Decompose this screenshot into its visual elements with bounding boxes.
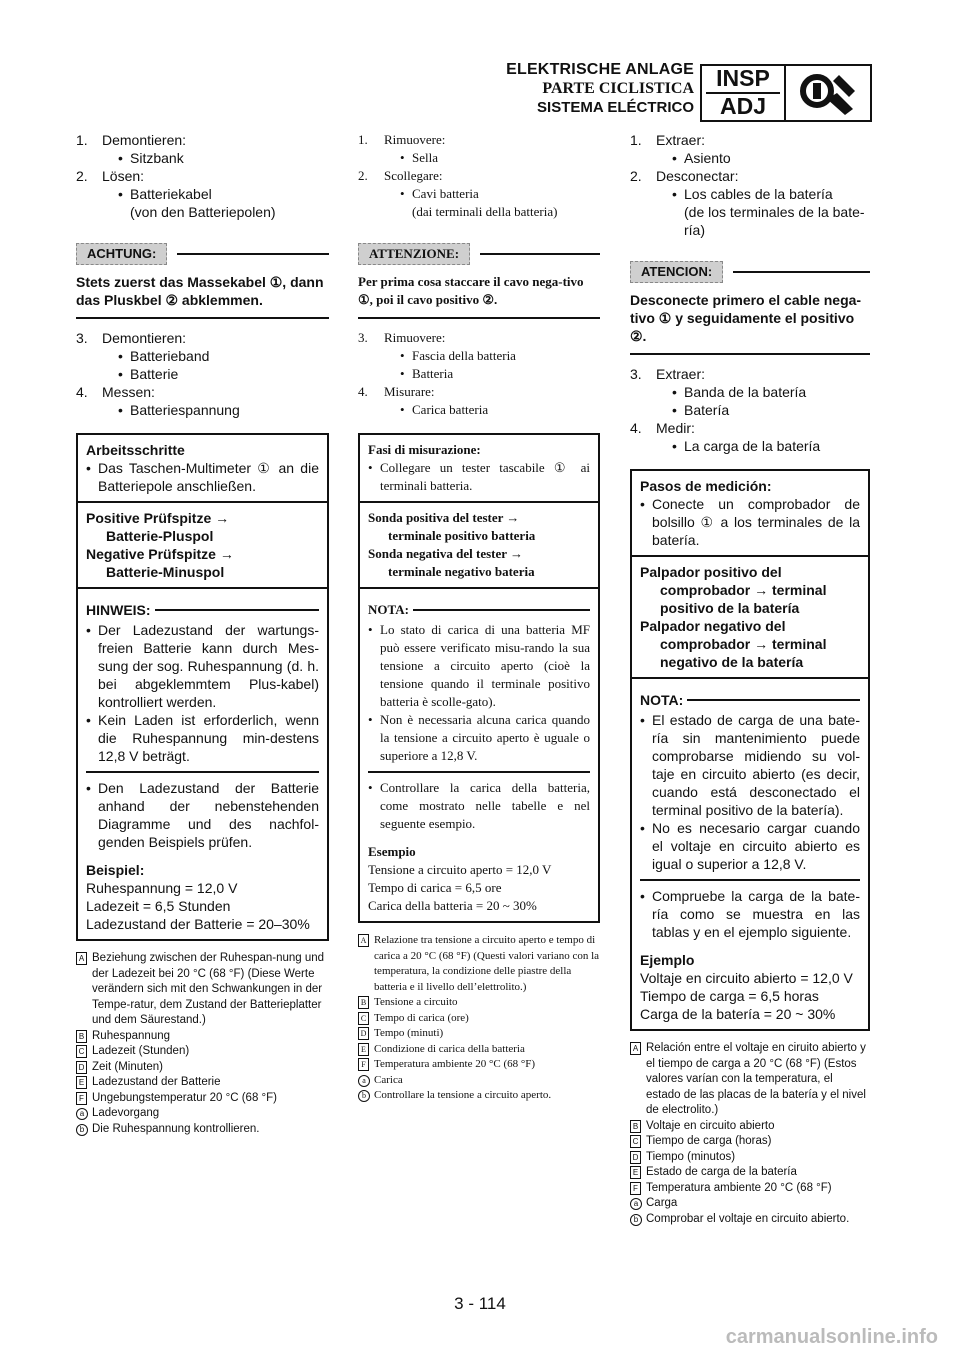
step-3: Extraer: (656, 366, 706, 382)
box-title: Fasi di misurazione: (368, 442, 481, 457)
insp-adj-label (702, 66, 786, 120)
caution-text: Desconecte primero el cable nega-tivo ① y seguidamente el positivo ②. (630, 291, 870, 355)
caution-header (358, 243, 600, 265)
check-text: Den Ladezustand der Batterie anhand der nebenstehenden Diagramme und des nachfol-genden Beispiels prüfen. (98, 780, 319, 850)
step-2-item: Cavi batteria (412, 186, 479, 201)
box-step: Conecte un comprobador de bolsillo ① a los terminales de la batería. (652, 496, 860, 548)
legend-c: Tiempo de carga (horas) (646, 1135, 772, 1147)
step-3-item-2: Batterie (130, 366, 179, 382)
step-4: Medir: (656, 420, 695, 436)
check-text: Controllare la carica della batteria, come mostrato nelle tabelle e nel seguente esempio. (380, 780, 590, 831)
caution-text: Per prima cosa staccare il cavo nega-tivo ①, poi il cavo positivo ②. (358, 273, 600, 319)
step-2: Lösen: (102, 168, 145, 184)
procedure-box: Pasos de medición: • Conecte un comprobador de bolsillo ① a los terminales de la batería. Palpador positivo del comprobador → terminal positivo de la batería Palpador negativo del comprobador → terminal negativo de la batería NOTA: • El estado de carga de una bate-ría sin mantenimiento puede comprobarse midiendo su vol-taje en circuito abierto (es decir, cuando está desconectado el terminal positivo de la batería). • No es necesario cargar cuando el voltaje en circuito abierto es igual o superior a 12,8 V. • Compruebe la carga de la bate-ría como se muestra en las tablas y en el ejemplo siguiente. Ejemplo Voltaje en circuito abierto = 12,0 V Tiempo de carga = 6,5 horas Carga de la batería = 20 ~ 30% (630, 469, 870, 1031)
step-3: Demontieren: (102, 330, 187, 346)
example-line-2: Tempo di carica = 6,5 ore (368, 880, 502, 895)
insp-label: INSP (716, 65, 770, 91)
title-it: PARTE CICLISTICA (542, 80, 694, 97)
procedure-box: Fasi di misurazione: • Collegare un tester tascabile ① ai terminali batteria. Sonda positiva del tester → terminale positivo batteria Sonda negativa del tester → terminale negativo bateria NOTA: • Lo stato di carica di una batteria MF può essere verificato misu-rando la sua tensione a circuito aperto (cioè la tensione quando il terminale positivo batteria è scolle-gato). • Non è necessaria alcuna carica quando la tensione a circuito aperto è uguale o superiore a 12,8 V. • Controllare la carica della batteria, come mostrato nelle tabelle e nel seguente esempio. Esempio Tensione a circuito aperto = 12,0 V Tempo di carica = 6,5 ore Carica della batteria = 20 ~ 30% (358, 433, 600, 923)
step-1-item: Sitzbank (130, 150, 184, 166)
example-title: Ejemplo (640, 952, 695, 968)
step-4: Misurare: (384, 384, 435, 399)
legend-f: Temperatura ambiente 20 °C (68 °F) (374, 1058, 536, 1070)
legend-f: Ungebungstemperatur 20 °C (68 °F) (92, 1091, 277, 1104)
probe-negative: Negative Prüfspitze → (86, 546, 234, 562)
note-tag: NOTA: (368, 602, 409, 617)
example-line-1: Tensione a circuito aperto = 12,0 V (368, 862, 552, 877)
example-line-1: Ruhespannung = 12,0 V (86, 880, 238, 896)
legend-lower-b: Die Ruhespannung kontrollieren. (92, 1122, 260, 1135)
legend-b: Tensione a circuito (374, 996, 458, 1008)
adj-label: ADJ (719, 93, 766, 119)
step-4: Messen: (102, 384, 155, 400)
watermark[interactable]: carmanualsonline.info (725, 1326, 938, 1348)
legend-a: Relación entre el voltaje en ciruito abierto y el tiempo de carga a 20 °C (68 °F) (Estos valores varían con la temperatura, el estado de las placas de la batería y el nivel de electrolito.) (646, 1042, 866, 1116)
column-italian: 1. Rimuovere: • Sella 2. Scollegare: • Cavi batteria (dai terminali della batteria) ATTENZIONE: Per prima cosa staccare il cavo nega-tivo ①, poi il cavo positivo ②. 3. Rimuovere: • Fascia della batteria • Batteria 4. Misurare: • Carica batteria Fasi di misurazione: • Collegare un tester tascabile ① ai terminali batteria. Sonda positiva del tester → terminale positivo batteria Sonda negativa del tester → terminale negativo bateria NOTA: • Lo stato di carica di una batteria MF può essere verificato misu-rando la sua tensione a circuito aperto (cioè la tensione quando il terminale positivo batteria è scolle-gato). • Non è necessaria alcuna carica quando la tensione a circuito aperto è uguale o superiore a 12,8 V. • Controllare la carica della batteria, come mostrato nelle tabelle e nel seguente esempio. Esempio Tensione a circuito aperto = 12,0 V Tempo di carica = 6,5 ore Carica della batteria = 20 ~ 30% A Relazione tra tensione a circuito aperto e tempo di carica a 20 °C (68 °F) (Questi valori variano con la temperatura, la condizione delle piastre della batteria e il livello dell’elettrolito.) B Tensione a circuito C Tempo di carica (ore) D Tempo (minuti) E Condizione di carica della batteria F Temperatura ambiente 20 °C (68 °F) a Carica b Controllare la tensione a circuito aperto. (358, 131, 600, 1104)
title-de: ELEKTRISCHE ANLAGE (506, 61, 694, 78)
example-line-1: Voltaje en circuito abierto = 12,0 V (640, 970, 853, 986)
figure-legend: A Relazione tra tensione a circuito aperto e tempo di carica a 20 °C (68 °F) (Questi valori variano con la temperatura, la condizione delle piastre della batteria e il livello dell’elettrolito.) B Tensione a circuito C Tempo di carica (ore) D Tempo (minuti) E Condizione di carica della batteria F Temperatura ambiente 20 °C (68 °F) a Carica b Controllare la tensione a circuito aperto. (358, 933, 600, 1104)
figure-legend: A Relación entre el voltaje en ciruito abierto y el tiempo de carga a 20 °C (68 °F) (Estos valores varían con la temperatura, el estado de las placas de la batería y el nivel de electrolito.) B Voltaje en circuito abierto C Tiempo de carga (horas) D Tiempo (minutos) E Estado de carga de la batería F Temperatura ambiente 20 °C (68 °F) a Carga b Comprobar el voltaje en circuito abierto. (630, 1041, 870, 1227)
step-4-item: Batteriespannung (130, 402, 240, 418)
note-1: El estado de carga de una bate-ría sin mantenimiento puede comprobarse midiendo su vol-taje en circuito abierto (es decir, cuando está desconectado el terminal positivo de la batería). (652, 712, 860, 818)
figure-legend: A Beziehung zwischen der Ruhespan-nung und der Ladezeit bei 20 °C (68 °F) (Diese Werte verändern sich mit den Schwankungen in der Tempe-ratur, dem Zustand der Batterieplatter und dem Säurestand.) B Ruhespannung C Ladezeit (Stunden) D Zeit (Minuten) E Ladezustand der Batterie F Ungebungstemperatur 20 °C (68 °F) a Ladevorgang b Die Ruhespannung kontrollieren. (76, 951, 329, 1137)
example-line-3: Carica della batteria = 20 ~ 30% (368, 898, 537, 913)
legend-b: Ruhespannung (92, 1029, 171, 1042)
inspection-badge (700, 64, 872, 122)
caution-tag: ACHTUNG: (76, 243, 167, 265)
legend-lower-a: Ladevorgang (92, 1107, 160, 1119)
probe-positive: Sonda positiva del tester → (368, 510, 520, 525)
legend-f: Temperatura ambiente 20 °C (68 °F) (646, 1181, 832, 1194)
note-tag: NOTA: (640, 692, 684, 708)
legend-e: Condizione di carica della batteria (374, 1042, 525, 1055)
procedure-box: Arbeitsschritte • Das Taschen-Multimeter ① an die Batteriepole anschließen. Positive Prüfspitze → Batterie-Pluspol Negative Prüfspitze → Batterie-Minuspol HINWEIS: • Der Ladezustand der wartungs-freien Batterie kann durch Mes-sung der sog. Ruhespannung (d. h. bei abgeklemmtem Plus-kabel) kontrolliert werden. • Kein Laden ist erforderlich, wenn die Ruhespannung min-destens 12,8 V beträgt. • Den Ladezustand der Batterie anhand der nebenstehenden Diagramme und des nachfol-genden Beispiels prüfen. Beispiel: Ruhespannung = 12,0 V Ladezeit = 6,5 Stunden Ladezustand der Batterie = 20–30% (76, 433, 329, 941)
example-title: Beispiel: (86, 862, 145, 878)
step-1: Rimuovere: (384, 132, 446, 147)
step-2-subtext: (dai terminali della batteria) (412, 204, 558, 219)
step-2: Desconectar: (656, 168, 739, 184)
caution-text: Stets zuerst das Massekabel ①, dann das Pluskbel ② abklemmen. (76, 273, 329, 319)
step-1-item: Sella (412, 150, 438, 165)
step-4-item: Carica batteria (412, 402, 489, 417)
step-1-item: Asiento (684, 150, 731, 166)
caution-tag: ATTENZIONE: (358, 243, 470, 265)
step-2: Scollegare: (384, 168, 443, 183)
step-2-item: Batteriekabel (130, 186, 212, 202)
caution-tag: ATENCION: (630, 261, 723, 283)
probe-positive-target: Batterie-Pluspol (106, 528, 214, 544)
legend-a: Relazione tra tensione a circuito aperto e tempo di carica a 20 °C (68 °F) (Questi valori variano con la temperatura, la condizione delle piastre della batteria e il livello dell’elettrolito.) (374, 934, 600, 993)
step-3: Rimuovere: (384, 330, 446, 345)
probe-positive-target: comprobador → terminal positivo de la batería (660, 582, 827, 616)
note-tag: HINWEIS: (86, 602, 151, 618)
legend-lower-b: Comprobar el voltaje en circuito abierto. (646, 1212, 850, 1225)
page-number: 3 - 114 (454, 1294, 506, 1313)
probe-positive: Positive Prüfspitze → (86, 510, 230, 526)
column-spanish: 1. Extraer: • Asiento 2. Desconectar: • Los cables de la batería (de los terminales de la bate-ría) ATENCION: Desconecte primero el cable nega-tivo ① y seguidamente el positivo ②. 3. Extraer: • Banda de la batería • Batería 4. Medir: • La carga de la batería Pasos de medición: • Conecte un comprobador de bolsillo ① a los terminales de la batería. Palpador positivo del comprobador → terminal positivo de la batería Palpador negativo del comprobador → terminal negativo de la batería NOTA: • El estado de carga de una bate-ría sin mantenimiento puede comprobarse midiendo su vol-taje en circuito abierto (es decir, cuando está desconectado el terminal positivo de la batería). • No es necesario cargar cuando el voltaje en circuito abierto es igual o superior a 12,8 V. • Compruebe la carga de la bate-ría como se muestra en las tablas y en el ejemplo siguiente. Ejemplo Voltaje en circuito abierto = 12,0 V Tiempo de carga = 6,5 horas Carga de la batería = 20 ~ 30% A Relación entre el voltaje en ciruito abierto y el tiempo de carga a 20 °C (68 °F) (Estos valores varían con la temperatura, el estado de las placas de la batería y el nivel de electrolito.) B Voltaje en circuito abierto C Tiempo de carga (horas) D Tiempo (minutos) E Estado de carga de la batería F Temperatura ambiente 20 °C (68 °F) a Carga b Comprobar el voltaje en circuito abierto. (630, 131, 870, 1227)
column-german: 1. Demontieren: • Sitzbank 2. Lösen: • Batteriekabel (von den Batteriepolen) ACHTUNG: Stets zuerst das Massekabel ①, dann das Pluskbel ② abklemmen. 3. Demontieren: • Batterieband • Batterie 4. Messen: • Batteriespannung Arbeitsschritte • Das Taschen-Multimeter ① an die Batteriepole anschließen. Positive Prüfspitze → Batterie-Pluspol Negative Prüfspitze → Batterie-Minuspol HINWEIS: • Der Ladezustand der wartungs-freien Batterie kann durch Mes-sung der sog. Ruhespannung (d. h. bei abgeklemmtem Plus-kabel) kontrolliert werden. • Kein Laden ist erforderlich, wenn die Ruhespannung min-destens 12,8 V beträgt. • Den Ladezustand der Batterie anhand der nebenstehenden Diagramme und des nachfol-genden Beispiels prüfen. Beispiel: Ruhespannung = 12,0 V Ladezeit = 6,5 Stunden Ladezustand der Batterie = 20–30% A Beziehung zwischen der Ruhespan-nung und der Ladezeit bei 20 °C (68 °F) (Diese Werte verändern sich mit den Schwankungen in der Tempe-ratur, dem Zustand der Batterieplatter und dem Säurestand.) B Ruhespannung C Ladezeit (Stunden) D Zeit (Minuten) E Ladezustand der Batterie F Ungebungstemperatur 20 °C (68 °F) a Ladevorgang b Die Ruhespannung kontrollieren. (76, 131, 329, 1137)
note-2: No es necesario cargar cuando el voltaje en circuito abierto es igual o superior a 12,8 V. (652, 820, 860, 872)
note-2: Kein Laden ist erforderlich, wenn die Ruhespannung min-destens 12,8 V beträgt. (98, 712, 319, 764)
probe-negative: Sonda negativa del tester → (368, 546, 524, 561)
step-1: Demontieren: (102, 132, 187, 148)
legend-c: Ladezeit (Stunden) (92, 1045, 190, 1057)
probe-positive: Palpador positivo del (640, 564, 782, 580)
legend-d: Tiempo (minutos) (646, 1150, 736, 1163)
probe-negative-target: Batterie-Minuspol (106, 564, 225, 580)
legend-lower-a: Carga (646, 1197, 678, 1209)
example-line-3: Ladezustand der Batterie = 20–30% (86, 916, 310, 932)
step-2-subtext: (de los terminales de la bate-ría) (684, 204, 865, 238)
step-1: Extraer: (656, 132, 706, 148)
note-2: Non è necessaria alcuna carica quando la tensione a circuito aperto è uguale o superiore a 12,8 V. (380, 712, 590, 763)
legend-e: Estado de carga de la batería (646, 1166, 797, 1178)
section-titles (506, 60, 694, 117)
note-1: Lo stato di carica di una batteria MF può essere verificato misu-rando la sua tensione a circuito aperto (cioè la tensione quando il terminale positivo batteria è scolle-gato). (380, 622, 590, 709)
probe-negative: Palpador negativo del (640, 618, 786, 634)
example-line-2: Tiempo de carga = 6,5 horas (640, 988, 819, 1004)
box-title: Pasos de medición: (640, 478, 772, 494)
caution-header (76, 243, 329, 265)
step-3-item-1: Fascia della batteria (412, 348, 516, 363)
probe-negative-target: comprobador → terminal negativo de la batería (660, 636, 827, 670)
box-title: Arbeitsschritte (86, 442, 185, 458)
note-1: Der Ladezustand der wartungs-freien Batterie kann durch Mes-sung der sog. Ruhespannung (d. h. bei abgeklemmtem Plus-kabel) kontrolliert werden. (98, 622, 319, 710)
step-2-subtext: (von den Batteriepolen) (130, 204, 276, 220)
probe-positive-target: terminale positivo batteria (388, 528, 536, 543)
example-title: Esempio (368, 844, 416, 859)
wrench-icon (786, 66, 870, 120)
step-3-item-1: Batterieband (130, 348, 210, 364)
step-3-item-2: Batería (684, 402, 730, 418)
check-text: Compruebe la carga de la bate-ría como se muestra en las tablas y en el ejemplo siguiente. (652, 888, 860, 940)
legend-a: Beziehung zwischen der Ruhespan-nung und der Ladezeit bei 20 °C (68 °F) (Diese Werte verändern sich mit den Schwankungen in der Tempe-ratur, dem Zustand der Batterieplatter und dem Säurestand.) (92, 952, 325, 1026)
legend-d: Zeit (Minuten) (92, 1060, 163, 1073)
legend-d: Tempo (minuti) (374, 1027, 444, 1039)
box-step: Collegare un tester tascabile ① ai terminali batteria. (380, 460, 590, 493)
caution-header (630, 261, 870, 283)
step-3-item-2: Batteria (412, 366, 454, 381)
legend-lower-b: Controllare la tensione a circuito aperto. (374, 1089, 552, 1101)
box-step: Das Taschen-Multimeter ① an die Batteriepole anschließen. (98, 460, 319, 494)
step-2-item: Los cables de la batería (684, 186, 833, 202)
legend-b: Voltaje en circuito abierto (646, 1119, 775, 1132)
example-line-3: Carga de la batería = 20 ~ 30% (640, 1006, 836, 1022)
legend-c: Tempo di carica (ore) (374, 1011, 469, 1024)
step-4-item: La carga de la batería (684, 438, 821, 454)
probe-negative-target: terminale negativo bateria (388, 564, 535, 579)
example-line-2: Ladezeit = 6,5 Stunden (86, 898, 231, 914)
step-3-item-1: Banda de la batería (684, 384, 807, 400)
legend-e: Ladezustand der Batterie (92, 1076, 221, 1088)
legend-lower-a: Carica (374, 1073, 403, 1086)
title-es: SISTEMA ELÉCTRICO (537, 99, 694, 116)
